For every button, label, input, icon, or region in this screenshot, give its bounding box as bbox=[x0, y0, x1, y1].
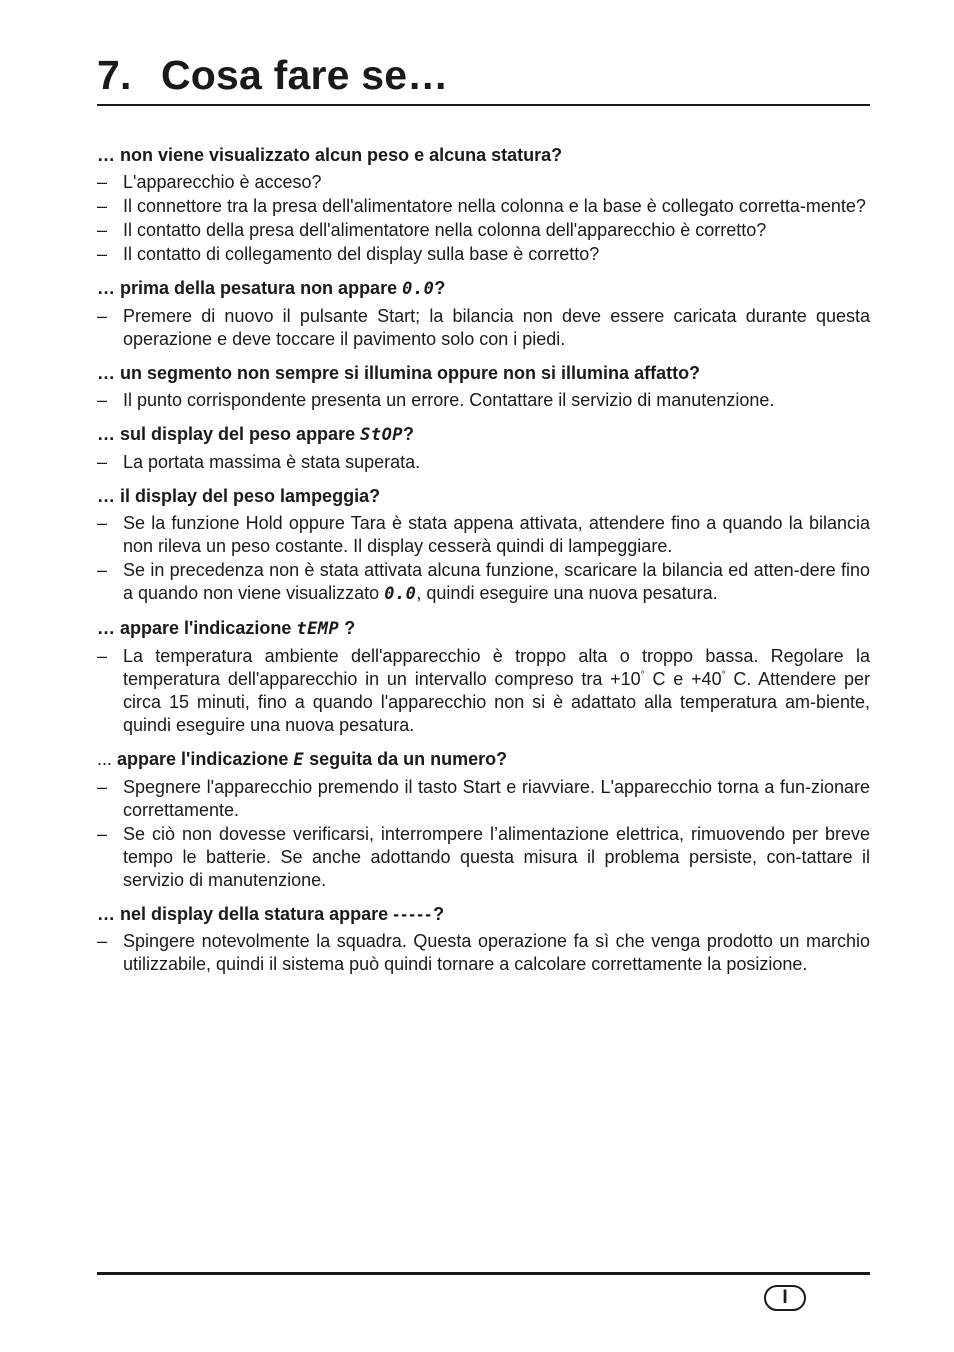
list-item-text: Premere di nuovo il pulsante Start; la bilancia non deve essere caricata durante questa operazione e deve toccare il pavimento solo con i piedi. bbox=[123, 306, 870, 349]
question-heading bbox=[97, 903, 870, 926]
section-height-dashes bbox=[97, 903, 870, 976]
list-item-text: Spegnere l'apparecchio premendo il tasto Start e riavviare. L'apparecchio torna a fun-zionare correttamente. bbox=[123, 777, 870, 820]
list-item-text: Spingere notevolmente la squadra. Questa operazione fa sì che venga prodotto un marchio utilizzabile, quindi il sistema può quindi tornare a calcolare correttamente la posizione. bbox=[123, 931, 870, 974]
degree-symbol: ° bbox=[640, 670, 645, 681]
troubleshooting-content bbox=[97, 144, 870, 987]
list-item bbox=[97, 171, 870, 194]
question-heading bbox=[97, 617, 870, 641]
question-heading bbox=[97, 748, 870, 772]
list-item bbox=[97, 451, 870, 474]
chapter-number: 7. bbox=[97, 52, 132, 98]
list-item-text: Se ciò non dovesse verificarsi, interrompere l’alimentazione elettrica, rimuovendo per breve tempo le batterie. Se anche adottando questa misura il problema persiste, con-tattare il servizio di manutenzione. bbox=[123, 824, 870, 890]
list-item bbox=[97, 195, 870, 218]
answer-list bbox=[97, 389, 870, 412]
dash-bullet: – bbox=[97, 172, 108, 192]
dash-bullet: – bbox=[97, 220, 108, 240]
question-mark: ? bbox=[403, 424, 415, 444]
question-lead: ... bbox=[97, 749, 113, 769]
question-heading bbox=[97, 423, 870, 447]
degree-symbol: ° bbox=[721, 670, 726, 681]
display-symbol-zero: 0.0 bbox=[384, 584, 417, 604]
dash-bullet: – bbox=[97, 196, 108, 216]
list-item bbox=[97, 823, 870, 892]
list-item bbox=[97, 389, 870, 412]
list-item-text: Il contatto di collegamento del display sulla base è corretto? bbox=[123, 244, 600, 264]
list-item bbox=[97, 243, 870, 266]
answer-list bbox=[97, 645, 870, 737]
list-item-text: C. Attendere per circa 15 minuti, fino a quando l'apparecchio non si è adattato alla temperatura am-biente, quindi eseguire una nuova pesatura. bbox=[123, 669, 870, 735]
list-item-text: La temperatura ambiente dell'apparecchio è troppo alta o troppo bassa. Regolare la temperatura dell'apparecchio in un intervallo compreso tra +10 bbox=[123, 646, 870, 689]
answer-list bbox=[97, 776, 870, 892]
dash-bullet: – bbox=[97, 306, 108, 326]
question-heading: … un segmento non sempre si illumina oppure non si illumina affatto? bbox=[97, 363, 701, 383]
list-item-text: L'apparecchio è acceso? bbox=[123, 172, 322, 192]
title-divider bbox=[97, 104, 870, 106]
section-segment bbox=[97, 362, 870, 412]
list-item bbox=[97, 645, 870, 737]
list-item-text: Il contatto della presa dell'alimentatore nella colonna dell'apparecchio è corretto? bbox=[123, 220, 767, 240]
display-symbol-error: E bbox=[293, 750, 305, 770]
page-title bbox=[97, 50, 870, 100]
question-mark: ? bbox=[433, 904, 445, 924]
question-text: … prima della pesatura non appare bbox=[97, 278, 403, 298]
dash-bullet: – bbox=[97, 777, 108, 797]
section-blinking bbox=[97, 485, 870, 606]
list-item-text: C e +40 bbox=[644, 669, 722, 689]
section-temp bbox=[97, 617, 870, 737]
list-item-text: Se la funzione Hold oppure Tara è stata appena attivata, attendere fino a quando la bilancia non rileva un peso costante. Il display cesserà quindi di lampeggiare. bbox=[123, 513, 870, 556]
answer-list bbox=[97, 451, 870, 474]
language-badge: I bbox=[764, 1285, 806, 1311]
dash-bullet: – bbox=[97, 560, 108, 580]
dash-bullet: – bbox=[97, 513, 108, 533]
question-mark: ? bbox=[434, 278, 446, 298]
list-item-text: Il connettore tra la presa dell'alimentatore nella colonna e la base è collegato corretta-mente? bbox=[123, 196, 866, 216]
question-text: … appare l'indicazione bbox=[97, 618, 297, 638]
dash-bullet: – bbox=[97, 646, 108, 666]
dash-bullet: – bbox=[97, 931, 108, 951]
dash-bullet: – bbox=[97, 824, 108, 844]
dash-bullet: – bbox=[97, 452, 108, 472]
section-error-e bbox=[97, 748, 870, 892]
page-header bbox=[97, 50, 870, 100]
question-text: … sul display del peso appare bbox=[97, 424, 361, 444]
section-stop bbox=[97, 423, 870, 474]
display-symbol-zero: 0.0 bbox=[402, 279, 435, 299]
display-symbol-dashes: ----- bbox=[393, 904, 434, 924]
question-heading bbox=[97, 277, 870, 301]
question-mark: ? bbox=[339, 618, 356, 638]
display-symbol-stop: StOP bbox=[360, 425, 404, 445]
list-item bbox=[97, 776, 870, 822]
question-text: appare l'indicazione bbox=[112, 749, 294, 769]
display-symbol-temp: tEMP bbox=[296, 619, 340, 639]
list-item-text: Il punto corrispondente presenta un errore. Contattare il servizio di manutenzione. bbox=[123, 390, 775, 410]
answer-list bbox=[97, 305, 870, 351]
question-text: seguita da un numero? bbox=[304, 749, 508, 769]
list-item-text: La portata massima è stata superata. bbox=[123, 452, 421, 472]
list-item bbox=[97, 512, 870, 558]
question-heading: … il display del peso lampeggia? bbox=[97, 486, 381, 506]
section-no-display bbox=[97, 144, 870, 266]
question-heading: … non viene visualizzato alcun peso e alcuna statura? bbox=[97, 145, 563, 165]
list-item-text: , quindi eseguire una nuova pesatura. bbox=[416, 583, 718, 603]
answer-list bbox=[97, 512, 870, 606]
answer-list bbox=[97, 171, 870, 266]
question-text: … nel display della statura appare bbox=[97, 904, 394, 924]
chapter-title: Cosa fare se… bbox=[161, 52, 449, 98]
section-no-zero bbox=[97, 277, 870, 351]
list-item bbox=[97, 219, 870, 242]
footer-divider bbox=[97, 1272, 870, 1275]
list-item bbox=[97, 305, 870, 351]
dash-bullet: – bbox=[97, 244, 108, 264]
list-item-text: Se in precedenza non è stata attivata alcuna funzione, scaricare la bilancia ed atten-dere fino a quando non viene visualizzato bbox=[123, 560, 870, 603]
answer-list bbox=[97, 930, 870, 976]
list-item bbox=[97, 930, 870, 976]
list-item bbox=[97, 559, 870, 606]
dash-bullet: – bbox=[97, 390, 108, 410]
